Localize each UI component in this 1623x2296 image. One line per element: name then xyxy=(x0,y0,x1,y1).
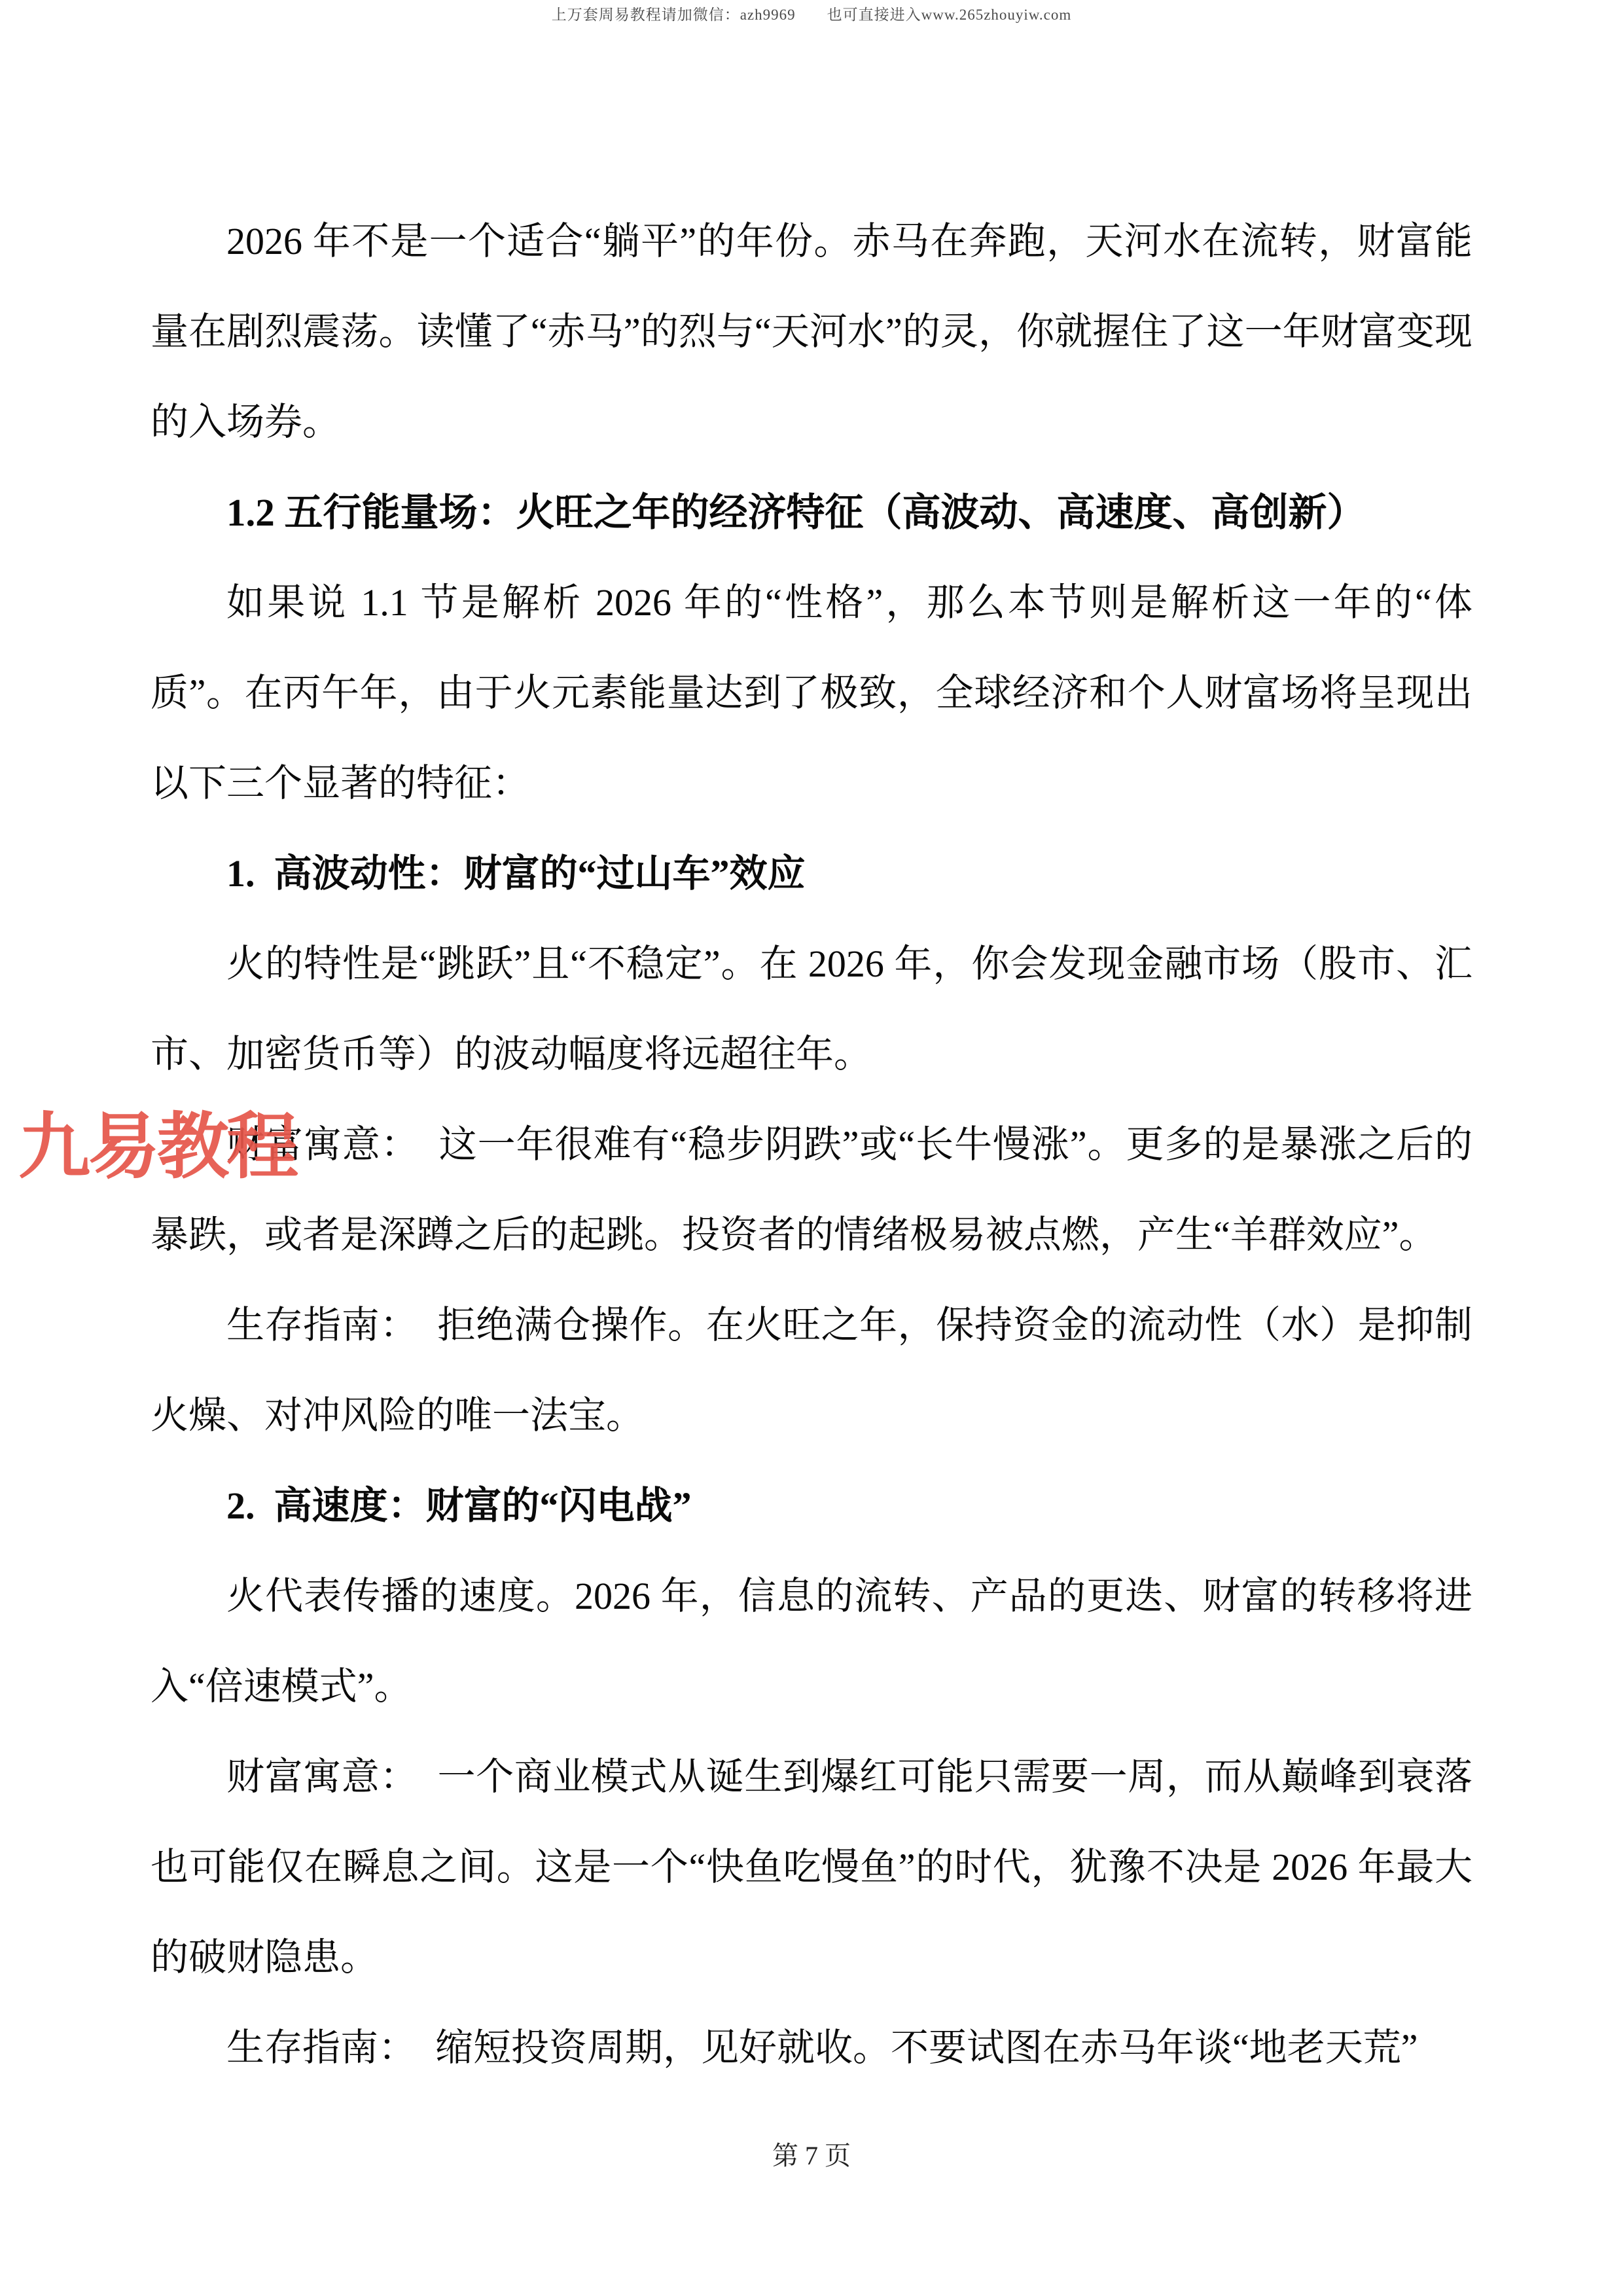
page-number: 第 7 页 xyxy=(772,2141,851,2170)
header-note: 上万套周易教程请加微信：azh9969 也可直接进入www.265zhouyiw.com xyxy=(551,7,1072,23)
subheading-high-volatility: 1. 高波动性：财富的“过山车”效应 xyxy=(226,852,806,895)
paragraph-intro: 2026 年不是一个适合“躺平”的年份。赤马在奔跑，天河水在流转，财富能量在剧烈震荡。读懂了“赤马”的烈与“天河水”的灵，你就握住了这一年财富变现的入场券。 xyxy=(151,220,1472,443)
document-body xyxy=(151,196,1472,2093)
paragraph-speed-intro: 火代表传播的速度。2026 年，信息的流转、产品的更迭、财富的转移将进入“倍速模式”。 xyxy=(151,1575,1472,1708)
paragraph-section-overview: 如果说 1.1 节是解析 2026 年的“性格”，那么本节则是解析这一年的“体质”。在丙午年，由于火元素能量达到了极致，全球经济和个人财富场将呈现出以下三个显著的特征： xyxy=(151,581,1472,804)
paragraph-speed-wealth-meaning: 财富寓意： 一个商业模式从诞生到爆红可能只需要一周，而从巅峰到衰落也可能仅在瞬息之间。这是一个“快鱼吃慢鱼”的时代，犹豫不决是 2026 年最大的破财隐患。 xyxy=(151,1755,1472,1979)
section-heading-1-2: 1.2 五行能量场：火旺之年的经济特征（高波动、高速度、高创新） xyxy=(226,491,1366,534)
paragraph-volatility-intro: 火的特性是“跳跃”且“不稳定”。在 2026 年，你会发现金融市场（股市、汇市、加密货币等）的波动幅度将远超往年。 xyxy=(151,942,1472,1075)
paragraph-speed-survival-guide: 生存指南： 缩短投资周期，见好就收。不要试图在赤马年谈“地老天荒” xyxy=(226,2026,1418,2069)
watermark: 九易教程 xyxy=(18,1105,296,1189)
subheading-high-speed: 2. 高速度：财富的“闪电战” xyxy=(226,1484,692,1527)
paragraph-volatility-survival-guide: 生存指南： 拒绝满仓操作。在火旺之年，保持资金的流动性（水）是抑制火燥、对冲风险的唯一法宝。 xyxy=(151,1304,1472,1437)
paragraph-volatility-wealth-meaning: 财富寓意： 这一年很难有“稳步阴跌”或“长牛慢涨”。更多的是暴涨之后的暴跌，或者是深蹲之后的起跳。投资者的情绪极易被点燃，产生“羊群效应”。 xyxy=(151,1123,1472,1256)
